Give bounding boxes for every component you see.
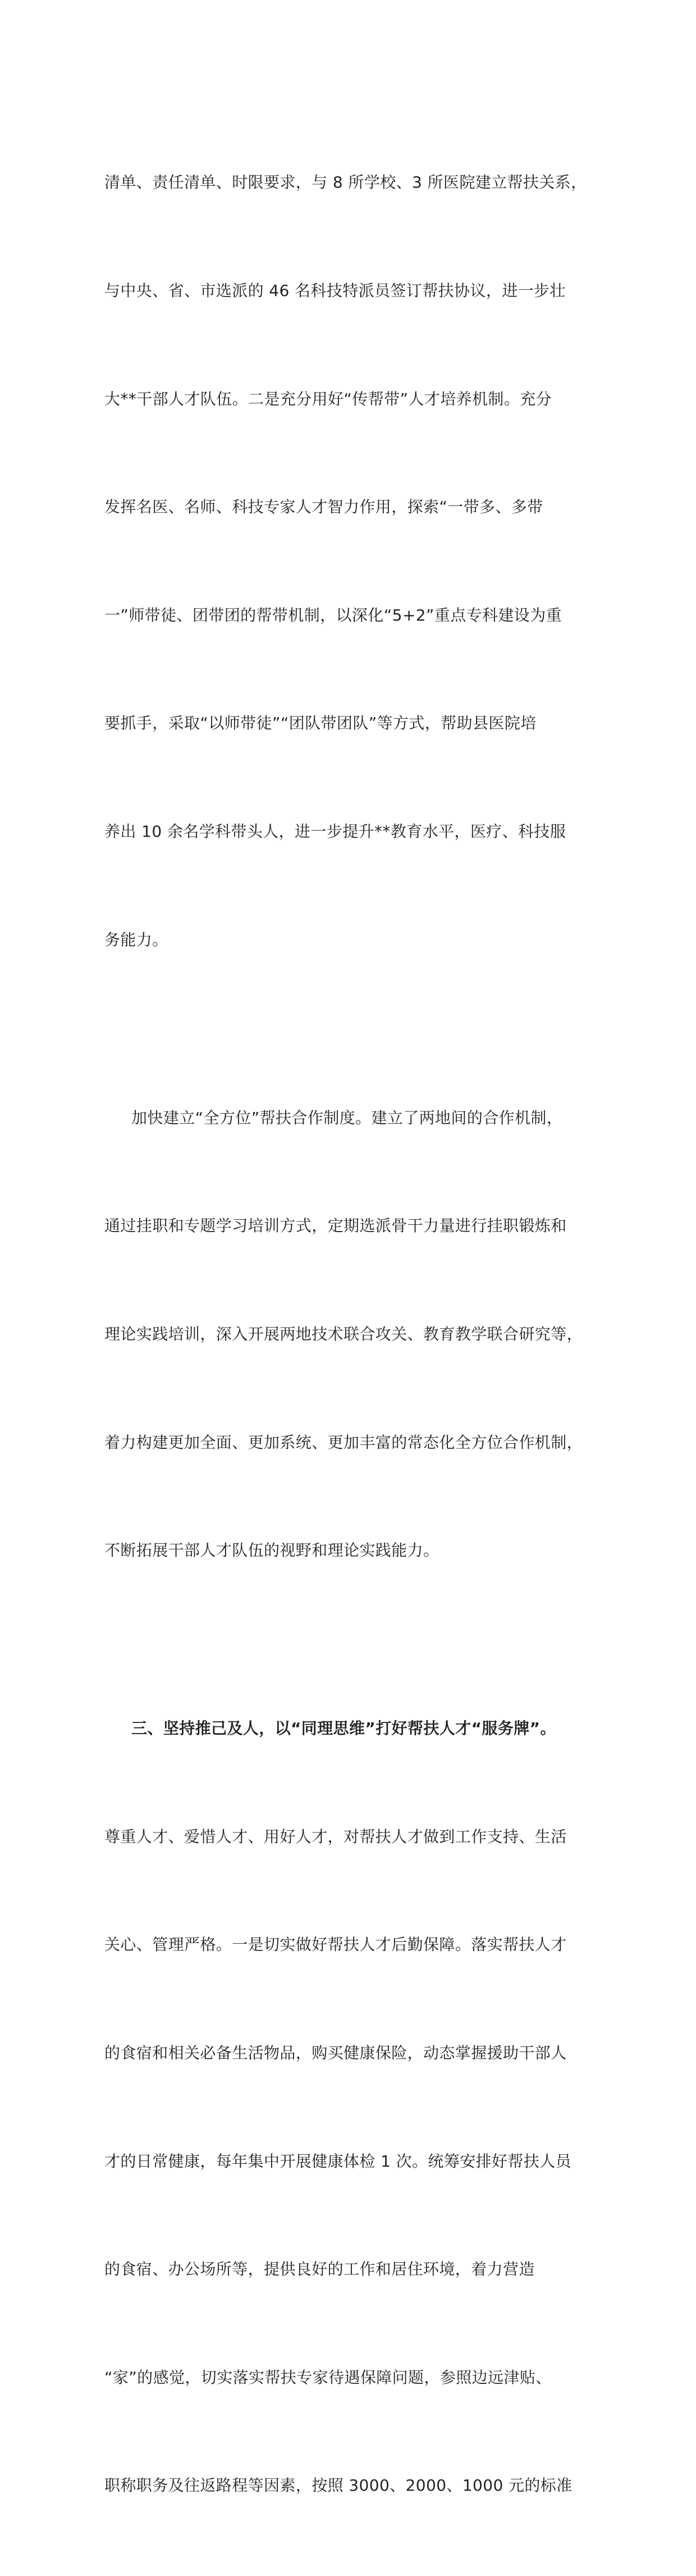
section-heading-line — [104, 1711, 598, 1747]
paragraph-3-line: 尊重人才、爱惜人才、用好人才，对帮扶人才做到工作支持、生活 — [104, 1827, 567, 1846]
paragraph-2-line: 通过挂职和专题学习培训方式，定期选派骨干力量进行挂职锻炼和 — [104, 1216, 567, 1235]
paragraph-2-line: 理论实践培训，深入开展两地技术联合攻关、教育教学联合研究等， — [104, 1324, 583, 1343]
paragraph-3 — [104, 1639, 598, 2576]
paragraph-1-line: 发挥名医、名师、科技专家人才智力作用，探索“一带多、多带 — [104, 498, 543, 517]
paragraph-2-line-text: 加快建立“全方位”帮扶合作制度。建立了两地间的合作机制， — [131, 1108, 563, 1127]
paragraph-1-line: 要抓手，采取“以师带徒”“团队带团队”等方式，帮助县医院培 — [104, 714, 537, 733]
paragraph-3-line: “家”的感觉，切实落实帮扶专家待遇保障问题，参照边远津贴、 — [104, 2368, 552, 2387]
paragraph-3-line: 职称职务及往返路程等因素，按照 3000、2000、1000 元的标准 — [104, 2476, 573, 2495]
paragraph-3-line: 的食宿和相关必备生活物品，购买健康保险，动态掌握援助干部人 — [104, 2043, 567, 2062]
paragraph-1-line: 清单、责任清单、时限要求，与 8 所学校、3 所医院建立帮扶关系， — [104, 173, 587, 192]
paragraph-2-first-line — [104, 1100, 598, 1136]
paragraph-1-line: 养出 10 余名学科带头人，进一步提升**教育水平，医疗、科技服 — [104, 822, 566, 841]
paragraph-1 — [104, 93, 598, 1030]
paragraph-3-line: 的食宿、办公场所等，提供良好的工作和居住环境，着力营造 — [104, 2260, 535, 2279]
paragraph-2-line: 不断拓展干部人才队伍的视野和理论实践能力。 — [104, 1541, 439, 1560]
document-body — [104, 93, 598, 2576]
paragraph-1-line: 务能力。 — [104, 930, 168, 949]
paragraph-1-line: 大**干部人才队伍。二是充分用好“传帮带”人才培养机制。充分 — [104, 389, 552, 408]
paragraph-1-line: 一”师带徒、团带团的帮带机制，以深化“5+2”重点专科建设为重 — [104, 605, 562, 624]
section-heading: 三、坚持推己及人，以“同理思维”打好帮扶人才“服务牌”。 — [131, 1719, 556, 1738]
paragraph-2-line: 着力构建更加全面、更加系统、更加丰富的常态化全方位合作机制， — [104, 1433, 583, 1452]
paragraph-3-line: 才的日常健康，每年集中开展健康体检 1 次。统筹安排好帮扶人员 — [104, 2151, 572, 2171]
paragraph-3-line: 关心、管理严格。一是切实做好帮扶人才后勤保障。落实帮扶人才 — [104, 1935, 567, 1954]
paragraph-1-line: 与中央、省、市选派的 46 名科技特派员签订帮扶协议，进一步壮 — [104, 281, 566, 300]
paragraph-2 — [104, 1028, 598, 1640]
